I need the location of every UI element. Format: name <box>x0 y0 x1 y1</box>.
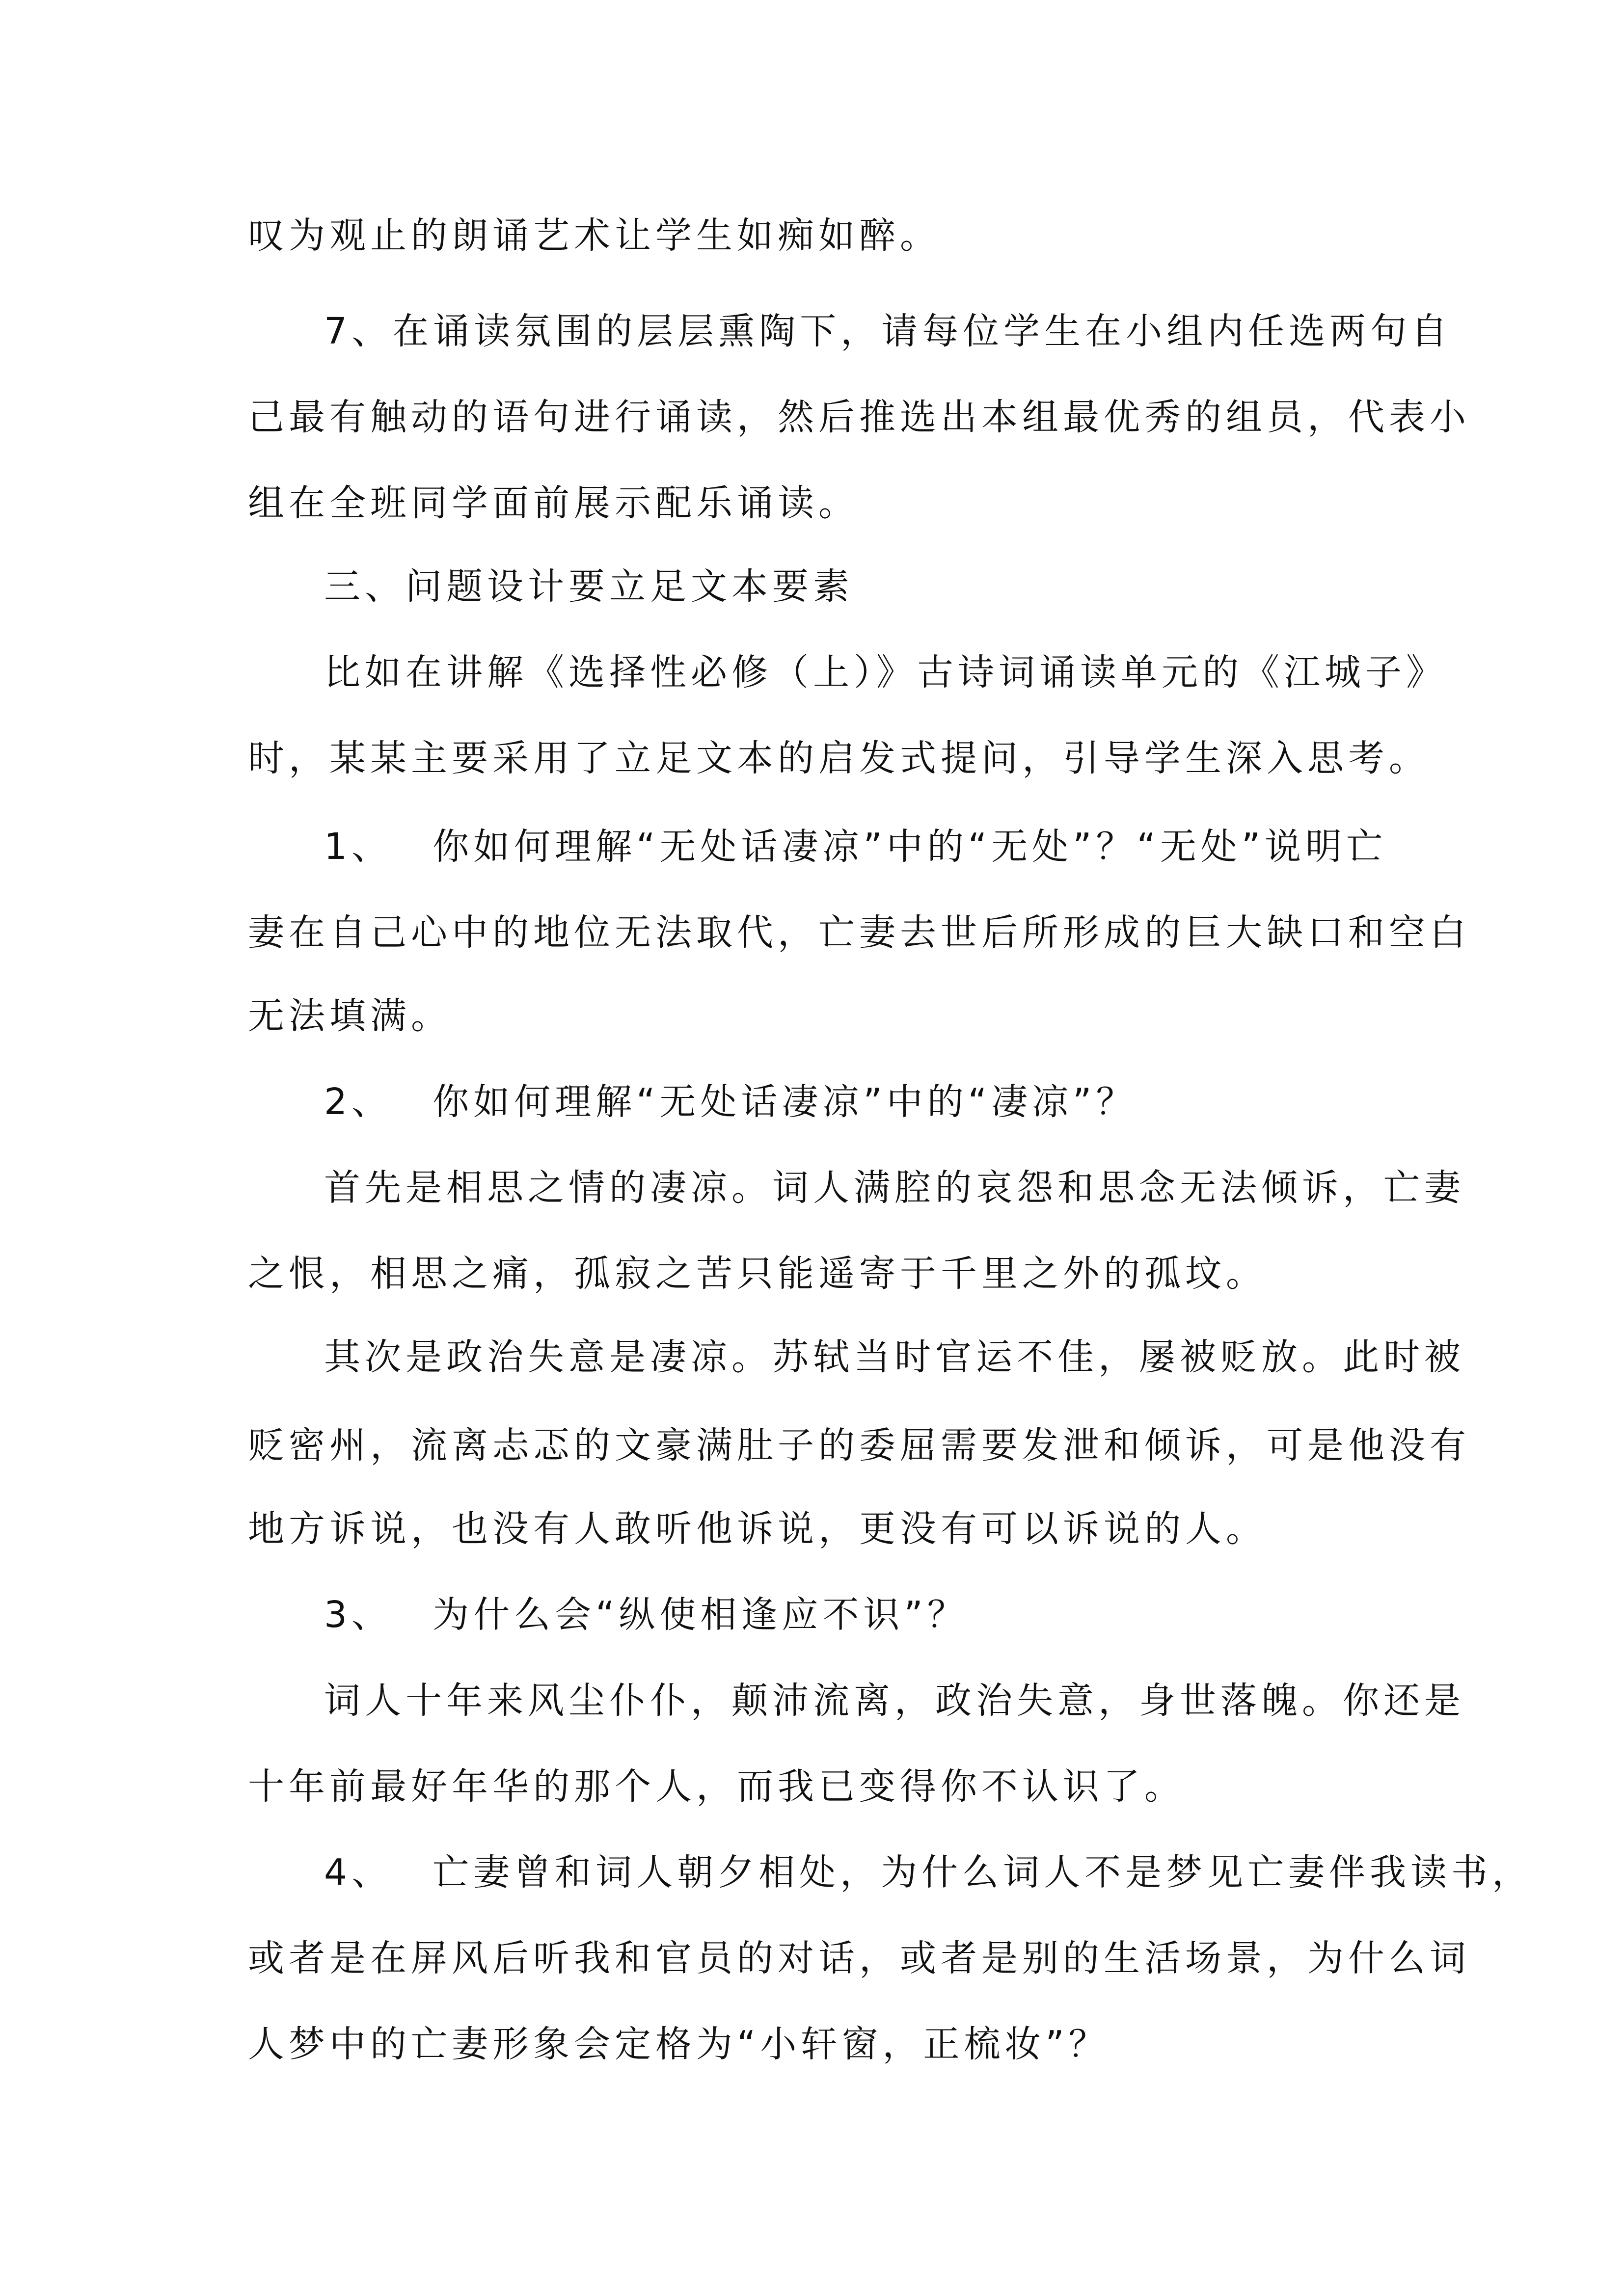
question-number: 3、 <box>324 1594 393 1636</box>
question-text: 亡妻曾和词人朝夕相处，为什么词人不是梦见亡妻伴我读书， <box>433 1851 1533 1894</box>
text-line <box>0 299 1624 363</box>
text-line <box>0 1497 1624 1561</box>
text-line <box>0 2012 1624 2076</box>
text-line <box>0 1669 1624 1733</box>
text-line-content: 其次是政治失意是凄凉。苏轼当时官运不佳，屡被贬放。此时被 <box>324 1336 1465 1378</box>
section-heading <box>0 555 1624 618</box>
text-line-content: 人梦中的亡妻形象会定格为“小轩窗，正梳妆”？ <box>248 2023 1110 2065</box>
question-line <box>0 1070 1624 1134</box>
text-line-content: 十年前最好年华的那个人，而我已变得你不认识了。 <box>248 1765 1185 1808</box>
question-line <box>0 1583 1624 1647</box>
text-line <box>0 726 1624 790</box>
text-line-content: 组在全班同学面前展示配乐诵读。 <box>248 482 859 524</box>
question-text: 为什么会“纵使相逢应不识”？ <box>433 1594 968 1636</box>
question-number: 1、 <box>324 826 393 868</box>
text-line-content: 词人十年来风尘仆仆，颠沛流离，政治失意，身世落魄。你还是 <box>324 1680 1465 1722</box>
text-line-content: 地方诉说，也没有人敢听他诉说，更没有可以诉说的人。 <box>248 1508 1267 1550</box>
text-line-content: 己最有触动的语句进行诵读，然后推选出本组最优秀的组员，代表小 <box>248 396 1470 438</box>
text-line-content: 首先是相思之情的凄凉。词人满腔的哀怨和思念无法倾诉，亡妻 <box>324 1167 1465 1209</box>
text-line <box>0 901 1624 964</box>
text-line <box>0 1414 1624 1477</box>
text-line <box>0 1755 1624 1818</box>
question-line <box>0 815 1624 879</box>
question-line <box>0 1841 1624 1904</box>
text-line-content: 妻在自己心中的地位无法取代，亡妻去世后所形成的巨大缺口和空白 <box>248 911 1470 954</box>
text-line <box>0 204 1624 267</box>
text-line <box>0 1926 1624 1990</box>
question-number: 4、 <box>324 1851 393 1894</box>
section-heading-text: 三、问题设计要立足文本要素 <box>324 565 854 608</box>
text-line-content: 比如在讲解《选择性必修（上）》古诗词诵读单元的《江城子》 <box>324 651 1447 694</box>
question-text: 你如何理解“无处话凄凉”中的“凄凉”？ <box>433 1081 1137 1123</box>
text-line-content: 或者是在屏风后听我和官员的对话，或者是别的生活场景，为什么词 <box>248 1937 1470 1979</box>
text-line <box>0 1325 1624 1389</box>
text-line <box>0 641 1624 704</box>
text-line-content: 7、在诵读氛围的层层熏陶下，请每位学生在小组内任选两句自 <box>324 310 1452 352</box>
text-line <box>0 385 1624 449</box>
text-line <box>0 1242 1624 1306</box>
text-line-content: 之恨，相思之痛，孤寂之苦只能遥寄于千里之外的孤坟。 <box>248 1253 1267 1295</box>
text-line <box>0 1156 1624 1220</box>
question-text: 你如何理解“无处话凄凉”中的“无处”？“无处”说明亡 <box>433 826 1387 868</box>
text-line-content: 时，某某主要采用了立足文本的启发式提问，引导学生深入思考。 <box>248 737 1430 779</box>
text-line-content: 叹为观止的朗诵艺术让学生如痴如醉。 <box>248 214 941 257</box>
text-line-content: 无法填满。 <box>248 995 452 1037</box>
text-line <box>0 984 1624 1048</box>
question-number: 2、 <box>324 1081 393 1123</box>
text-line-content: 贬密州，流离忐忑的文豪满肚子的委屈需要发泄和倾诉，可是他没有 <box>248 1424 1470 1467</box>
text-line <box>0 471 1624 535</box>
